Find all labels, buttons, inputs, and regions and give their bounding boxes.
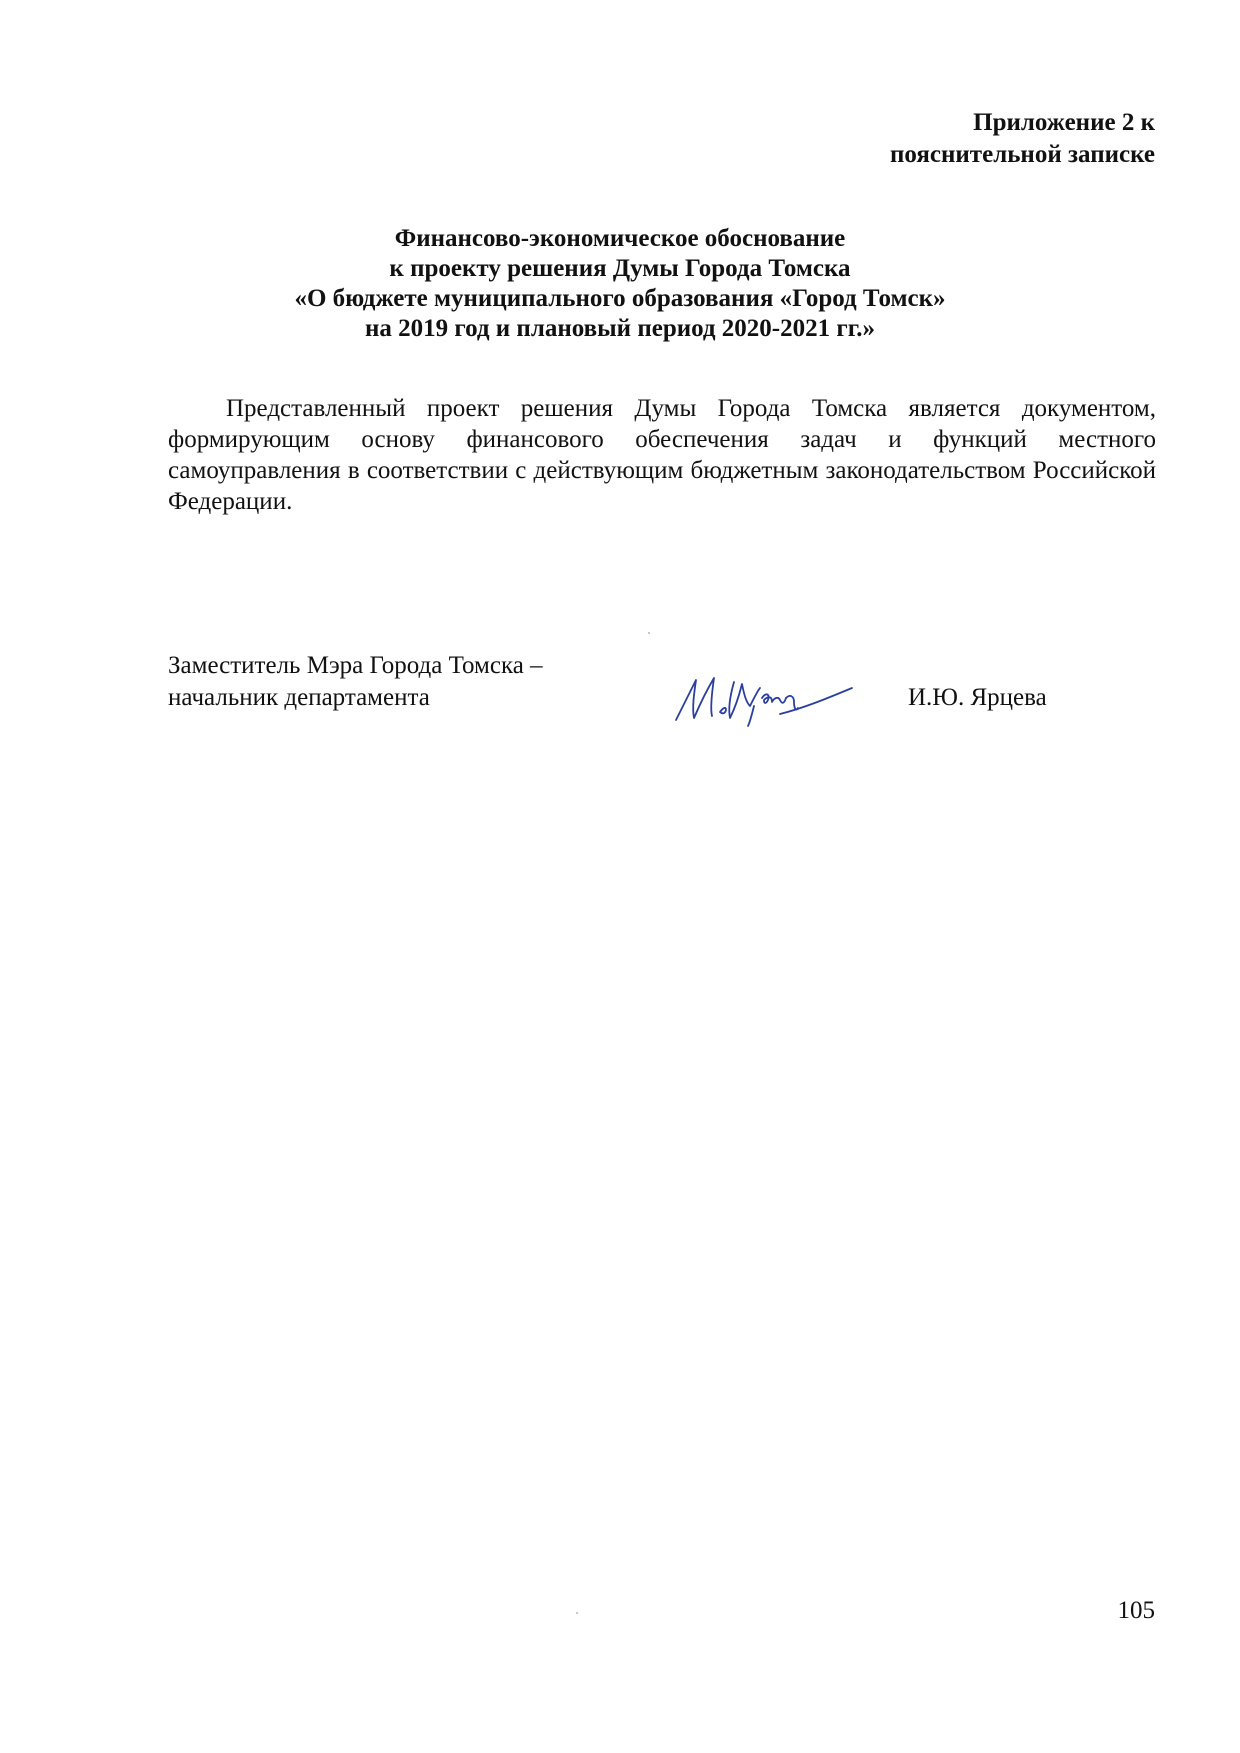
appendix-header (890, 107, 1155, 171)
page-number: 105 (1117, 1597, 1155, 1624)
signer-name: И.Ю. Ярцева (908, 684, 1047, 711)
body-paragraph: Представленный проект решения Думы Города Томска является документом, формирующим основу финансового обеспечения задач и функций местного самоуправления в соответствии с действующим бюджетным законодательством Российской Федерации. (168, 395, 1156, 515)
title-line-2: к проекту решения Думы Города Томска (389, 255, 851, 282)
title-line-4: на 2019 год и плановый период 2020-2021 гг.» (364, 315, 876, 342)
appendix-line-1: Приложение 2 к (973, 109, 1155, 136)
title-line-1: Финансово-экономическое обоснование (394, 225, 846, 252)
signer-position (168, 650, 543, 714)
document-title (0, 224, 1240, 344)
signer-position-line-2: начальник департамента (168, 684, 430, 711)
title-line-3: «О бюджете муниципального образования «Город Томск» (294, 285, 946, 312)
scan-speck (576, 1612, 578, 1614)
scan-speck (648, 632, 650, 634)
signer-position-line-1: Заместитель Мэра Города Томска – (168, 652, 543, 679)
appendix-line-2: пояснительной записке (889, 141, 1155, 168)
handwritten-signature (668, 668, 858, 728)
